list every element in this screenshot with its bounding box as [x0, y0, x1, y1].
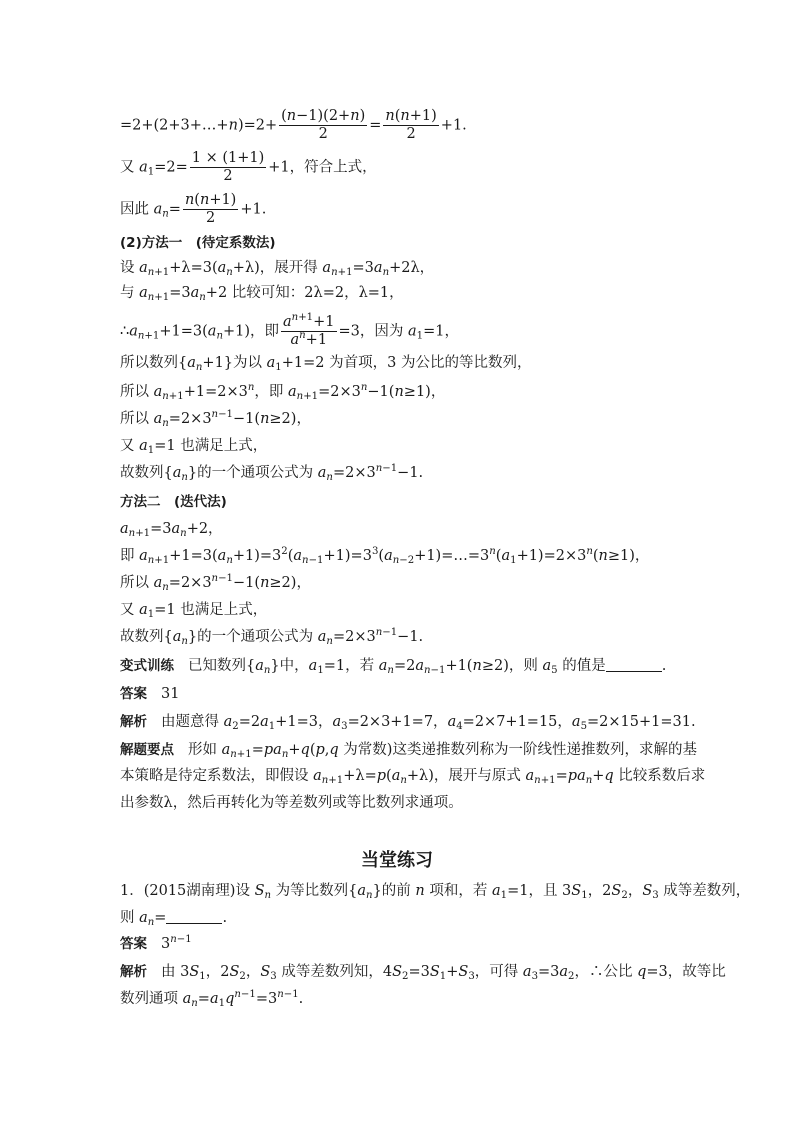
- conclusion-line: 因此 $a_n=$ $\frac{n(n+1)}{2}$ +1.: [120, 192, 267, 226]
- analysis-line: 解析 由题意得 $a_2=2a_1+1=3$，$a_3=2\times 3+1=7$，$a_4=2\times 7+1=15$，$a_5=2\times 15+1=31$.: [120, 714, 696, 732]
- formula-line-n1: 所以 $a_{n+1}+1=2\times 3^n$，即 $a_{n+1}=2\times 3^n-1(n\ge 1)$，: [120, 382, 446, 402]
- key-points-line-1: 解题要点 形如 $a_{n+1}=pa_n+q(p,q$ 为常数)这类递推数列称为一阶线性递推数列，求解的基: [120, 742, 697, 760]
- exercise-1-blank-line: 则 $a_n=$ .: [120, 910, 228, 928]
- method-two-heading: 方法二 (迭代法): [120, 494, 227, 510]
- general-term-line: 故数列$\{a_n\}$的一个通项公式为 $a_n=2\times 3^{n-1}-1$.: [120, 463, 424, 483]
- assume-line: 设 $a_{n+1}+\lambda=3(a_n+\lambda)$，展开得 $a_{n+1}=3a_n+2\lambda$，: [120, 260, 435, 278]
- formula-line-sum: =2+(2+3+…+n)=2+ $\frac{(n-1)(2+n)}{2}$ = $\frac{n(n+1)}{2}$ +1.: [120, 108, 467, 142]
- answer-line-2: 答案 $3^{n-1}$: [120, 934, 192, 952]
- also-satisfies-line: 又 $a_1=1$ 也满足上式，: [120, 438, 268, 456]
- answer-blank: [166, 911, 222, 924]
- general-term-line-b: 故数列$\{a_n\}$的一个通项公式为 $a_n=2\times 3^{n-1}-1$.: [120, 627, 424, 647]
- section-title: 当堂练习: [361, 850, 433, 871]
- analysis-line-2: 解析 由 $3S_1$，$2S_2$，$S_3$ 成等差数列知，$4S_2=3S_1+S_3$，可得 $a_3=3a_2$，∴公比 q=3，故等比: [120, 964, 726, 982]
- check-a1-line: 又 $a_1=2=$ $\frac{1 \times (1+1)}{2}$ +1，符合上式，: [120, 150, 377, 184]
- geometric-seq-line: 所以数列$\{a_n+1\}$为以 $a_1+1=2$ 为首项，3 为公比的等比数列，: [120, 355, 532, 373]
- key-points-line-3: 出参数λ，然后再转化为等差数列或等比数列求通项。: [120, 795, 463, 811]
- method-one-heading: (2)方法一 (待定系数法): [120, 235, 276, 251]
- exercise-1: 1．(2015湖南理)设 $S_n$ 为等比数列$\{a_n\}$的前 n 项和，若 $a_1=1$，且 $3S_1$，$2S_2$，$S_3$ 成等差数列，: [120, 883, 751, 901]
- answer-blank: [606, 659, 662, 672]
- answer-line: 答案 31: [120, 686, 180, 702]
- recurrence-line: $a_{n+1}=3a_n+2$，: [120, 521, 223, 539]
- ratio-line: $\therefore a_{n+1}+1=3(a_n+1)$，即 $\frac{a^{n+1}+1}{a^n+1}$ =3，因为 $a_1=1$，: [120, 312, 459, 348]
- iteration-line: 即 $a_{n+1}+1=3(a_n+1)=3^2(a_{n-1}+1)=3^3(a_{n-2}+1)=\dots=3^n(a_1+1)=2\times 3^n(n\ge 1)$，: [120, 546, 650, 566]
- compare-line: 与 $a_{n+1}=3a_n+2$ 比较可知：2λ=2，λ=1，: [120, 285, 404, 303]
- formula-line-n2: 所以 $a_n=2\times 3^{n-1}-1(n\ge 2)$，: [120, 409, 311, 429]
- variant-exercise: 变式训练 已知数列$\{a_n\}$中，$a_1=1$，若 $a_n=2a_{n-1}+1(n\ge 2)$，则 $a_5$ 的值是 .: [120, 658, 667, 676]
- analysis-line-2b: 数列通项 $a_n=a_1q^{n-1}=3^{n-1}$.: [120, 989, 304, 1009]
- formula-line-n2-b: 所以 $a_n=2\times 3^{n-1}-1(n\ge 2)$，: [120, 573, 311, 593]
- also-satisfies-line-b: 又 $a_1=1$ 也满足上式，: [120, 602, 268, 620]
- key-points-line-2: 本策略是待定系数法，即假设 $a_{n+1}+\lambda=p(a_n+\lambda)$，展开与原式 $a_{n+1}=pa_n+q$ 比较系数后求: [120, 768, 706, 786]
